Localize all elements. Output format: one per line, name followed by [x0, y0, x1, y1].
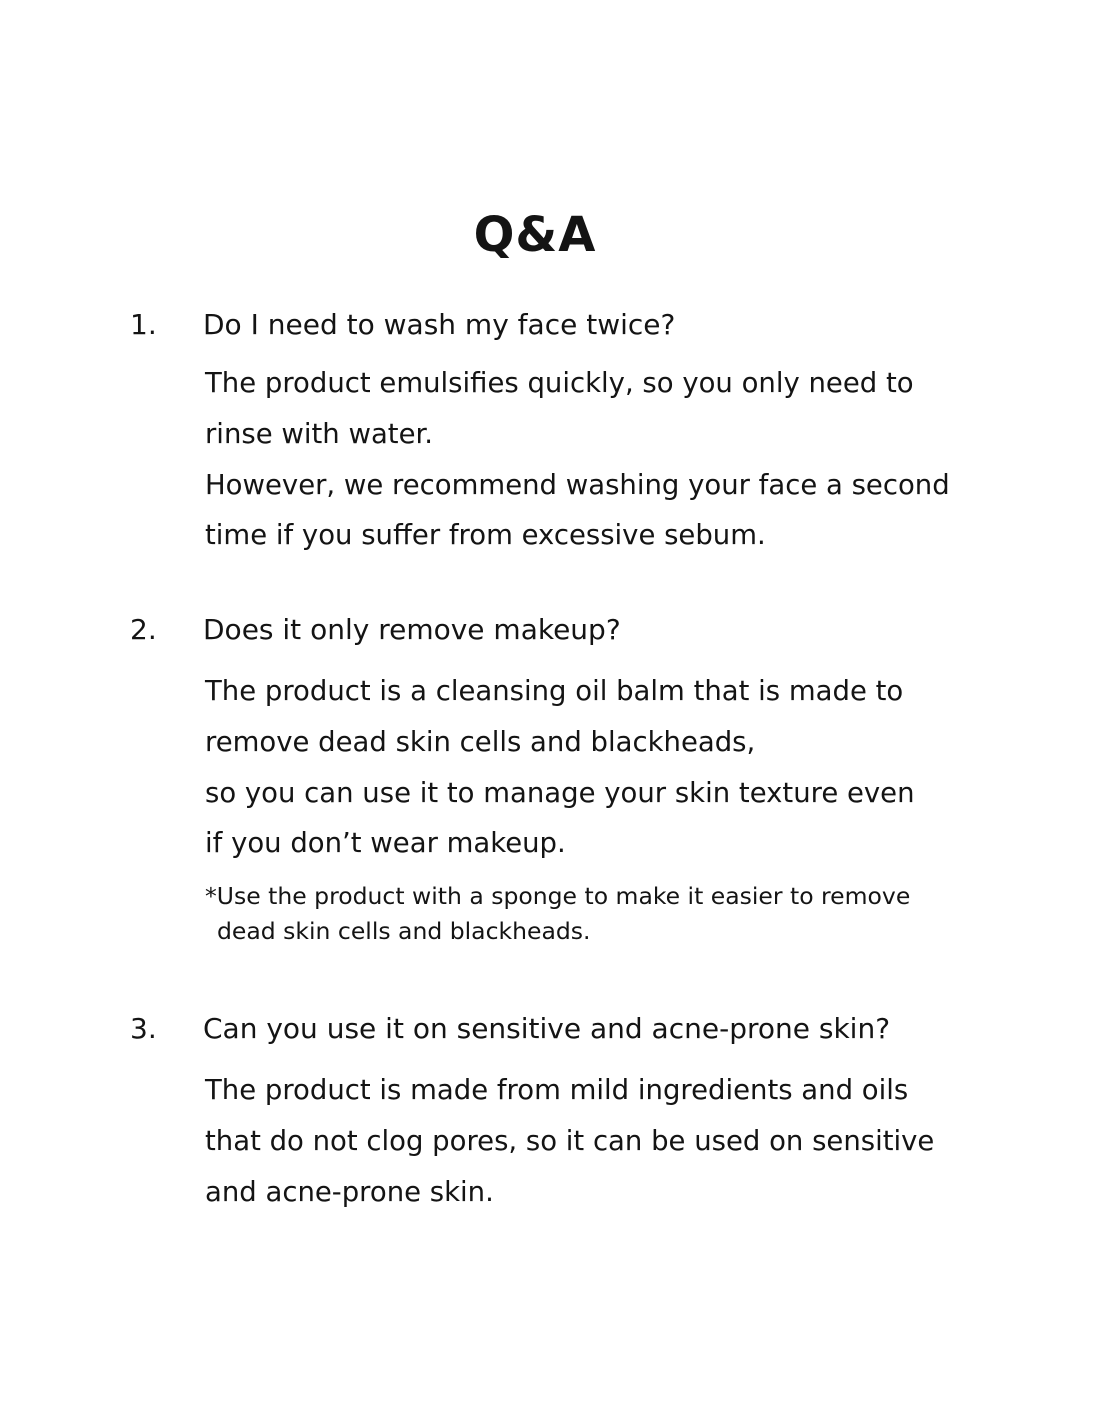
answer-line: The product emulsifies quickly, so you only need to [205, 367, 914, 399]
question-number: 1. [130, 308, 157, 341]
question-text: Does it only remove makeup? [203, 613, 621, 646]
answer-line: that do not clog pores, so it can be used on sensitive [205, 1124, 935, 1157]
answer-line: remove dead skin cells and blackheads, [205, 725, 756, 758]
question-text: Can you use it on sensitive and acne-prone skin? [203, 1012, 891, 1045]
question-number: 3. [130, 1012, 157, 1045]
answer-line: time if you suffer from excessive sebum. [205, 519, 766, 552]
answer-line: The product is made from mild ingredients and oils [205, 1074, 909, 1106]
answer-text [205, 358, 950, 561]
answer-note [205, 879, 910, 949]
page-title: Q&A [473, 207, 597, 263]
answer-line: rinse with water. [205, 417, 434, 450]
answer-text [205, 1065, 934, 1217]
note-line: *Use the product with a sponge to make it easier to remove [205, 882, 911, 910]
note-line: dead skin cells and blackheads. [217, 917, 591, 945]
answer-line: The product is a cleansing oil balm that is made to [205, 675, 904, 707]
question-number: 2. [130, 613, 157, 646]
answer-line: However, we recommend washing your face a second [205, 468, 950, 501]
answer-line: if you don’t wear makeup. [205, 827, 566, 860]
answer-line: and acne-prone skin. [205, 1175, 494, 1208]
question-text: Do I need to wash my face twice? [203, 308, 676, 341]
answer-text [205, 666, 915, 869]
answer-line: so you can use it to manage your skin texture even [205, 776, 915, 809]
